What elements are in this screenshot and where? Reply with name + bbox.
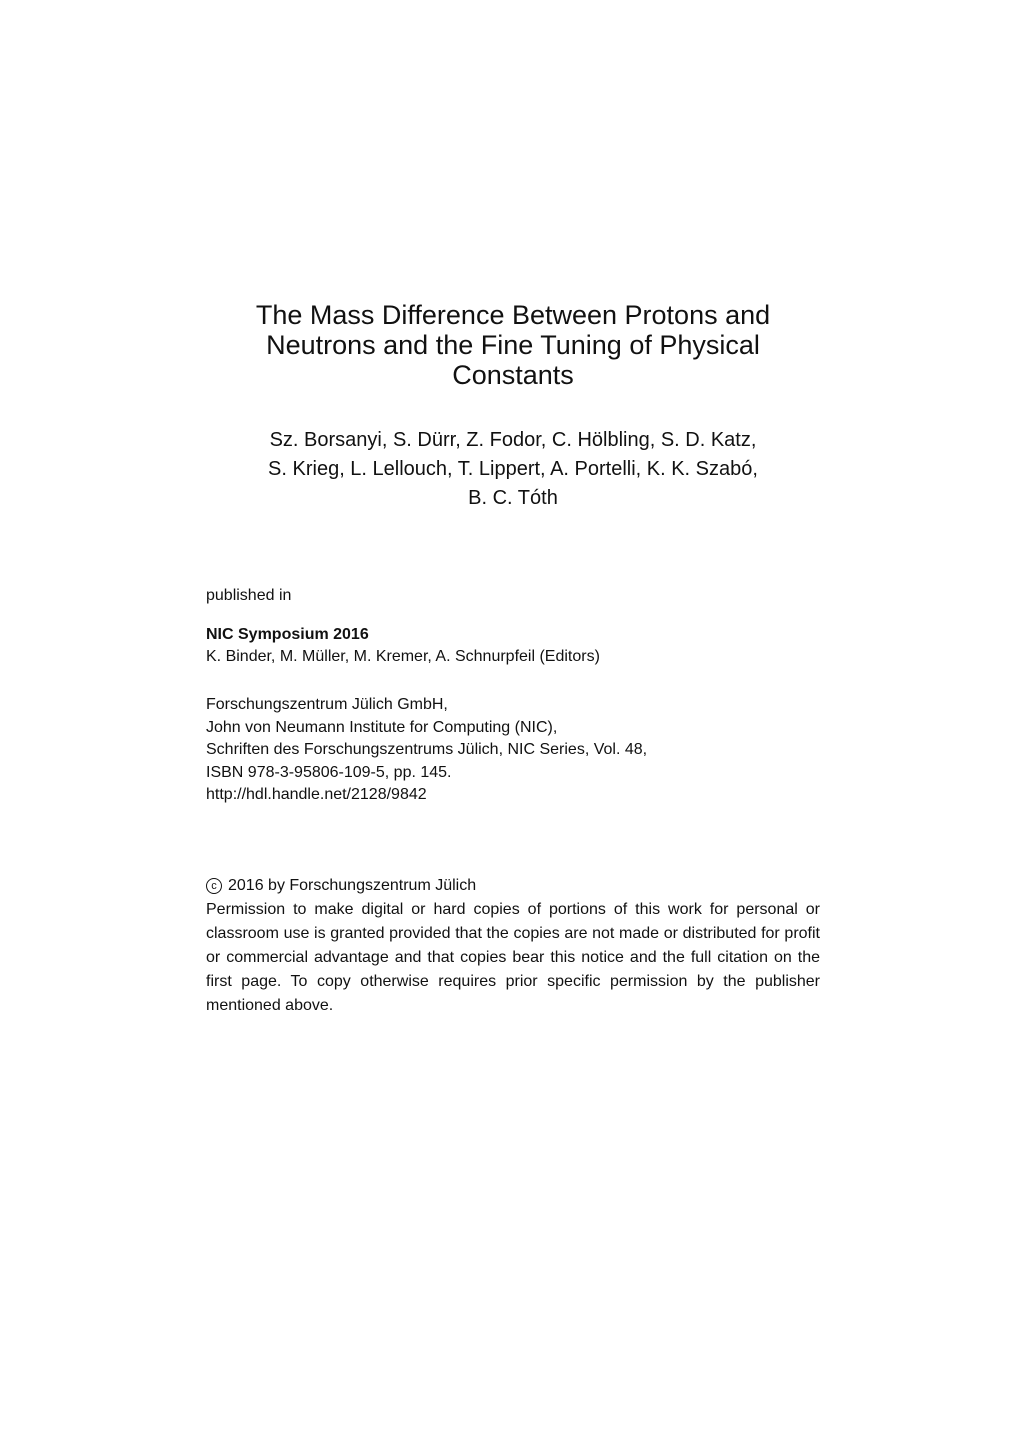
title-line-3: Constants <box>452 360 574 390</box>
publisher-info <box>206 694 647 807</box>
authors-line-3: B. C. Tóth <box>468 487 558 509</box>
editors-line: K. Binder, M. Müller, M. Kremer, A. Schnurpfeil (Editors) <box>206 648 600 665</box>
paper-title <box>206 300 820 390</box>
permission-text: Permission to make digital or hard copies of portions of this work for personal or classroom use is granted provided that the copies are not made or distributed for profit or commercial advantage and that copies bear this notice and the full citation on the first page. To copy otherwise requires prior specific permission by the publisher mentioned above. <box>206 901 820 1014</box>
copyright-icon: c <box>206 878 222 894</box>
title-line-1: The Mass Difference Between Protons and <box>255 300 771 330</box>
publisher-line-1: Forschungszentrum Jülich GmbH, <box>206 696 448 713</box>
handle-link[interactable]: http://hdl.handle.net/2128/9842 <box>206 786 427 803</box>
copyright-line <box>206 874 820 898</box>
published-in-label: published in <box>206 587 292 604</box>
publisher-line-2: John von Neumann Institute for Computing (NIC), <box>206 718 558 736</box>
publisher-line-4: ISBN 978-3-95806-109-5, pp. 145. <box>206 763 452 781</box>
authors-line-1: Sz. Borsanyi, S. Dürr, Z. Fodor, C. Hölbling, S. D. Katz, <box>269 429 757 451</box>
venue-name: NIC Symposium 2016 <box>206 626 369 643</box>
title-line-2: Neutrons and the Fine Tuning of Physical <box>266 330 760 360</box>
publisher-line-3: Schriften des Forschungszentrums Jülich, NIC Series, Vol. 48, <box>206 741 648 758</box>
copyright-notice: 2016 by Forschungszentrum Jülich <box>228 877 477 894</box>
venue-block <box>206 624 600 668</box>
author-list <box>206 426 820 513</box>
authors-line-2: S. Krieg, L. Lellouch, T. Lippert, A. Portelli, K. K. Szabó, <box>268 458 758 480</box>
copyright-block <box>206 874 820 1018</box>
